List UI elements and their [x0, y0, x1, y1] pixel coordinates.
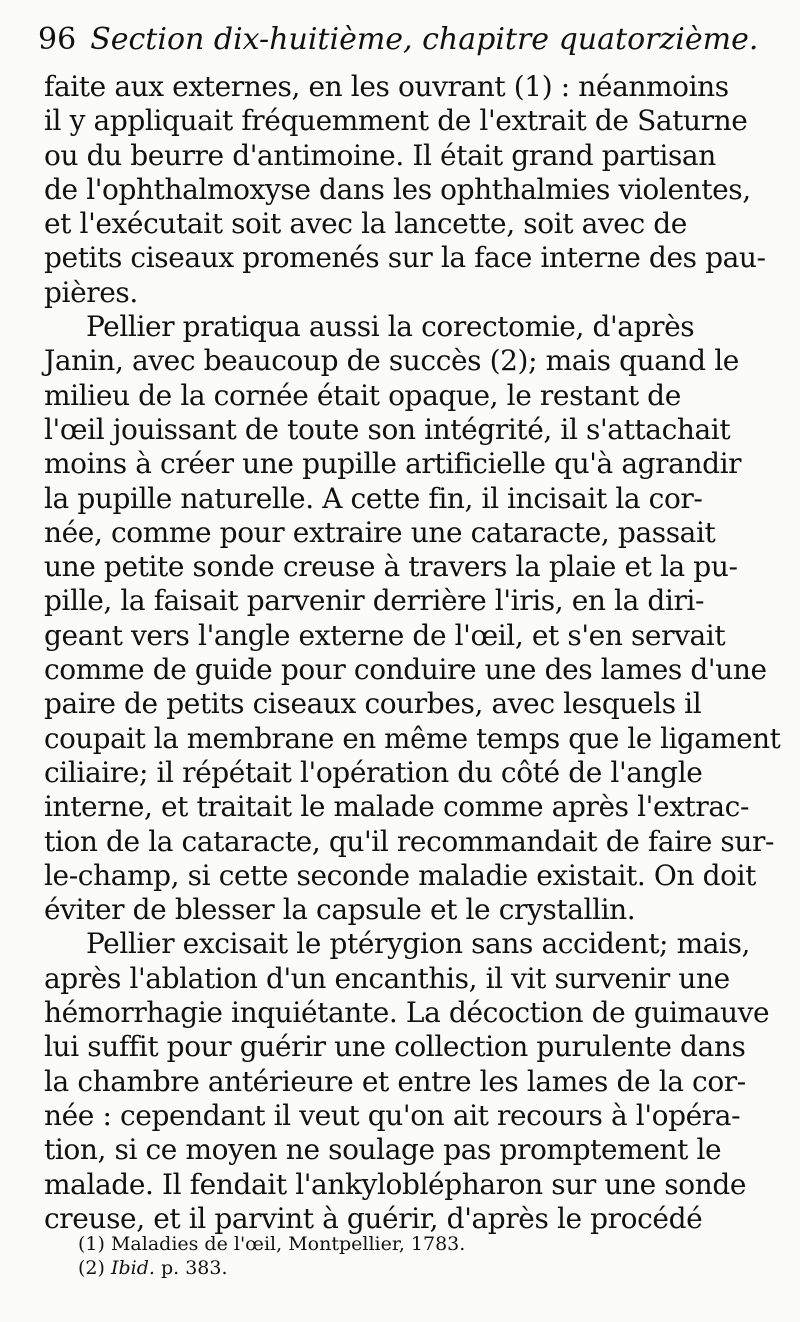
text-line: la chambre antérieure et entre les lames de la cor-	[44, 1064, 746, 1098]
text-line: pille, la faisait parvenir derrière l'iris, en la diri-	[44, 584, 705, 618]
text-line: Pellier excisait le ptérygion sans accident; mais,	[86, 927, 751, 961]
text-line: la pupille naturelle. A cette fin, il incisait la cor-	[44, 481, 703, 515]
text-line: milieu de la cornée était opaque, le restant de	[44, 378, 681, 412]
text-line: geant vers l'angle externe de l'œil, et s'en servait	[44, 618, 726, 652]
text-line: pières.	[44, 275, 138, 309]
footnote	[78, 1232, 778, 1256]
footnote-italic: Ibid.	[110, 1257, 155, 1279]
text-line: tion de la cataracte, qu'il recommandait de faire sur-	[44, 824, 775, 858]
text-line: née, comme pour extraire une cataracte, passait	[44, 515, 716, 549]
text-line: le-champ, si cette seconde maladie existait. On doit	[44, 858, 756, 892]
text-line: coupait la membrane en même temps que le ligament	[44, 721, 781, 755]
text-line: tion, si ce moyen ne soulage pas promptement le	[44, 1133, 722, 1167]
text-line: ou du beurre d'antimoine. Il était grand partisan	[44, 138, 716, 172]
text-line: de l'ophthalmoxyse dans les ophthalmies violentes,	[44, 172, 751, 206]
text-line: ciliaire; il répétait l'opération du côté de l'angle	[44, 755, 703, 789]
footnote-text: Maladies de l'œil, Montpellier, 1783.	[110, 1233, 466, 1255]
text-line: née : cependant il veut qu'on ait recours à l'opéra-	[44, 1098, 741, 1132]
text-line: Janin, avec beaucoup de succès (2); mais quand le	[44, 344, 739, 378]
text-line: lui suffit pour guérir une collection purulente dans	[44, 1030, 746, 1064]
footnote-marker: (1)	[78, 1233, 105, 1255]
text-line: éviter de blesser la capsule et le crystallin.	[44, 893, 636, 927]
text-line: comme de guide pour conduire une des lames d'une	[44, 653, 767, 687]
text-line: creuse, et il parvint à guérir, d'après le procédé	[44, 1201, 703, 1235]
footnote-text: p. 383.	[160, 1257, 228, 1279]
body-text	[44, 70, 784, 1236]
text-line: faite aux externes, en les ouvrant (1) : néanmoins	[44, 70, 729, 103]
footnotes	[78, 1232, 778, 1280]
page-header	[38, 18, 778, 62]
text-line: malade. Il fendait l'ankyloblépharon sur une sonde	[44, 1167, 747, 1201]
text-line: il y appliquait fréquemment de l'extrait de Saturne	[44, 104, 748, 138]
footnote	[78, 1256, 778, 1280]
text-line: petits ciseaux promenés sur la face interne des pau-	[44, 241, 766, 275]
text-line: moins à créer une pupille artificielle qu'à agrandir	[44, 447, 742, 481]
text-line: paire de petits ciseaux courbes, avec lesquels il	[44, 687, 702, 721]
text-line: Pellier pratiqua aussi la corectomie, d'après	[86, 310, 695, 344]
text-line: après l'ablation d'un encanthis, il vit survenir une	[44, 961, 730, 995]
text-line: une petite sonde creuse à travers la plaie et la pu-	[44, 550, 738, 584]
text-line: hémorrhagie inquiétante. La décoction de guimauve	[44, 996, 770, 1030]
text-line: et l'exécutait soit avec la lancette, soit avec de	[44, 207, 687, 241]
running-head: Section dix-huitième, chapitre quatorzième.	[90, 22, 759, 57]
footnote-marker: (2)	[78, 1257, 105, 1279]
text-line: interne, et traitait le malade comme après l'extrac-	[44, 790, 750, 824]
page-number: 96	[38, 22, 77, 57]
text-line: l'œil jouissant de toute son intégrité, il s'attachait	[44, 412, 731, 446]
